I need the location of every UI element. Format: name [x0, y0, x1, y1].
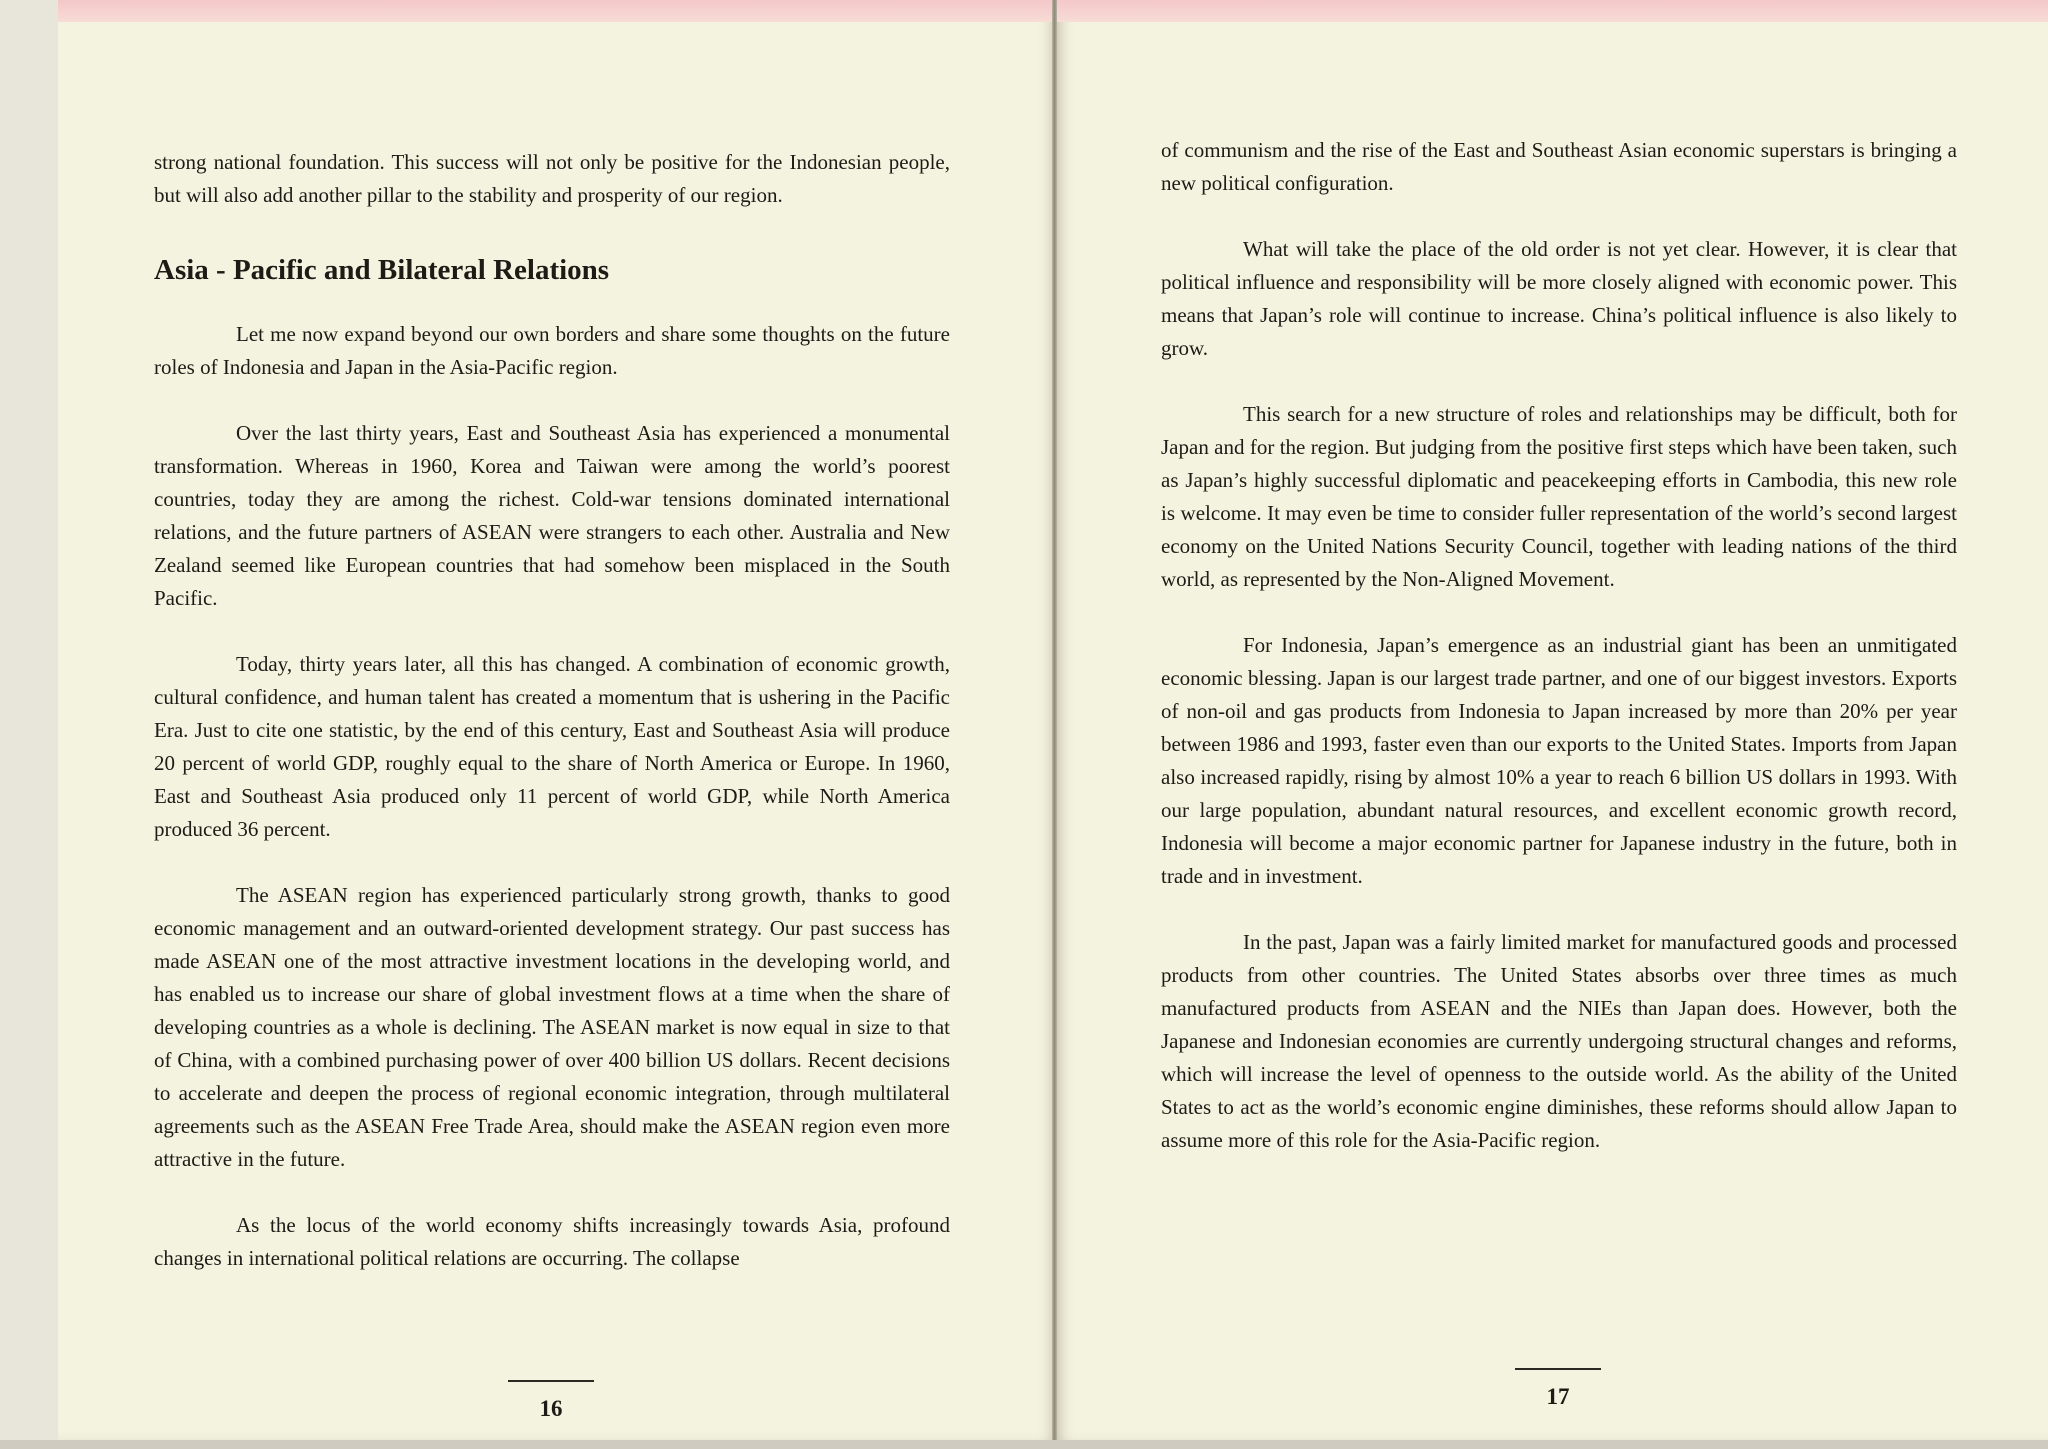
- page-number-text: 16: [539, 1396, 563, 1421]
- page-edge: [0, 0, 58, 1440]
- paragraph: of communism and the rise of the East and Southeast Asian economic superstars is bringing a new political configuration.: [1161, 138, 1957, 195]
- page-number-text: 17: [1546, 1384, 1570, 1409]
- paragraph: The ASEAN region has experienced particularly strong growth, thanks to good economic management and an outward-oriented development strategy. Our past success has made ASEAN one of the most attractive investment locations in the developing world, and has enabled us to increase our share of global investment flows at a time when the share of developing countries as a whole is declining. The ASEAN market is now equal in size to that of China, with a combined purchasing power of over 400 billion US dollars. Recent decisions to accelerate and deepen the process of regional economic integration, through multilateral agreements such as the ASEAN Free Trade Area, should make the ASEAN region even more attractive in the future.: [154, 883, 950, 1171]
- right-page: [1057, 0, 2048, 1440]
- paragraph: In the past, Japan was a fairly limited market for manufactured goods and processed products from other countries. The United States absorbs over three times as much manufactured products from ASEAN and the NIEs than Japan does. However, both the Japanese and Indonesian economies are currently undergoing structural changes and reforms, which will increase the level of openness to the outside world. As the ability of the United States to act as the world’s economic engine diminishes, these reforms should allow Japan to assume more of this role for the Asia-Pacific region.: [1161, 930, 1957, 1152]
- paragraph: What will take the place of the old order is not yet clear. However, it is clear that political influence and responsibility will be more closely aligned with economic power. This means that Japan’s role will continue to increase. China’s political influence is also likely to grow.: [1161, 237, 1957, 360]
- folio-rule: [1515, 1368, 1601, 1370]
- paragraph: strong national foundation. This success will not only be positive for the Indonesian people, but will also add another pillar to the stability and prosperity of our region.: [154, 150, 950, 207]
- paragraph: This search for a new structure of roles and relationships may be difficult, both for Japan and for the region. But judging from the positive first steps which have been taken, such as Japan’s highly successful diplomatic and peacekeeping efforts in Cambodia, this new role is welcome. It may even be time to consider fuller representation of the world’s second largest economy on the United Nations Security Council, together with leading nations of the third world, as represented by the Non-Aligned Movement.: [1161, 402, 1957, 591]
- left-page-text: [154, 146, 950, 1308]
- section-heading: Asia - Pacific and Bilateral Relations: [154, 254, 610, 286]
- folio-rule: [508, 1380, 594, 1382]
- top-color-band: [58, 0, 1055, 22]
- top-color-band: [1057, 0, 2048, 22]
- page-number: [506, 1380, 596, 1422]
- page-bottom-edge: [0, 1440, 2048, 1449]
- paragraph: Let me now expand beyond our own borders and share some thoughts on the future roles of Indonesia and Japan in the Asia-Pacific region.: [154, 322, 950, 379]
- page-number: [1513, 1368, 1603, 1410]
- paragraph: Over the last thirty years, East and Southeast Asia has experienced a monumental transformation. Whereas in 1960, Korea and Taiwan were among the world’s poorest countries, today they are among the richest. Cold-war tensions dominated international relations, and the future partners of ASEAN were strangers to each other. Australia and New Zealand seemed like European countries that had somehow been misplaced in the South Pacific.: [154, 421, 950, 610]
- paragraph: For Indonesia, Japan’s emergence as an industrial giant has been an unmitigated economic blessing. Japan is our largest trade partner, and one of our biggest investors. Exports of non-oil and gas products from Indonesia to Japan increased by more than 20% per year between 1986 and 1993, faster even than our exports to the United States. Imports from Japan also increased rapidly, rising by almost 10% a year to reach 6 billion US dollars in 1993. With our large population, abundant natural resources, and excellent economic growth record, Indonesia will become a major economic partner for Japanese industry in the future, both in trade and in investment.: [1161, 633, 1957, 888]
- paragraph: As the locus of the world economy shifts increasingly towards Asia, profound changes in international political relations are occurring. The collapse: [154, 1213, 950, 1270]
- right-page-text: [1161, 134, 1957, 1190]
- paragraph: Today, thirty years later, all this has changed. A combination of economic growth, cultural confidence, and human talent has created a momentum that is ushering in the Pacific Era. Just to cite one statistic, by the end of this century, East and Southeast Asia will produce 20 percent of world GDP, roughly equal to the share of North America or Europe. In 1960, East and Southeast Asia produced only 11 percent of world GDP, while North America produced 36 percent.: [154, 652, 950, 841]
